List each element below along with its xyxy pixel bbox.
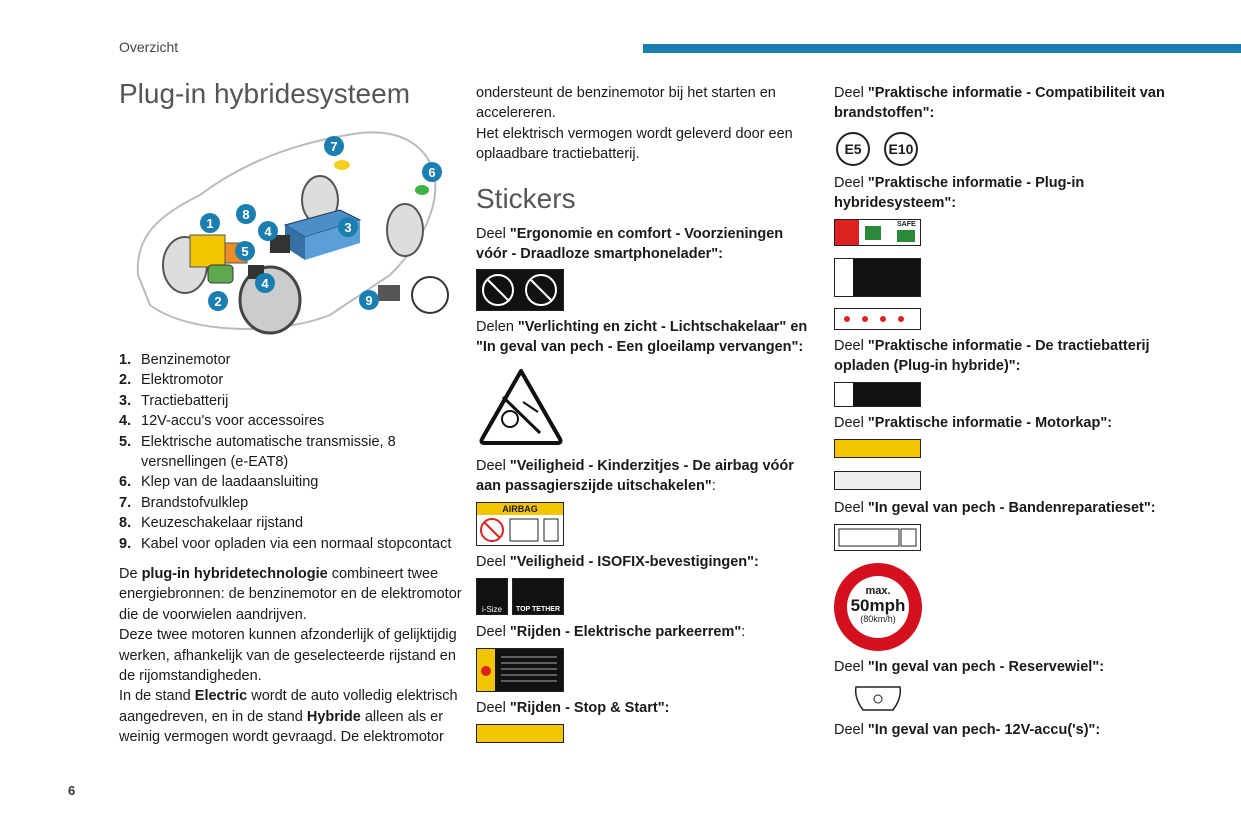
legend-item: 9. Kabel voor opladen via een normaal stopcontact bbox=[119, 535, 452, 552]
speed-value: 50mph bbox=[850, 596, 906, 615]
sticker-label: Deel "In geval van pech- 12V-accu('s)": bbox=[834, 722, 1101, 738]
charging-flap-shape bbox=[415, 185, 429, 195]
sticker-label: Deel "Praktische informatie - Plug-in hybridesysteem": bbox=[834, 175, 1085, 212]
callout-8: 8 bbox=[242, 207, 250, 222]
fuel-e5-badge: E5 bbox=[836, 132, 870, 166]
callout-7: 7 bbox=[330, 139, 338, 154]
stop-start-sticker bbox=[476, 724, 564, 743]
sticker-label: Deel "Praktische informatie - De tractiebatterij opladen (Plug-in hybride)": bbox=[834, 338, 1150, 375]
stickers-title: Stickers bbox=[476, 183, 576, 214]
plugin-hybrid-sticker-3 bbox=[834, 308, 921, 330]
legend-item: 1. Benzinemotor bbox=[119, 352, 231, 368]
continued-text: ondersteunt de benzinemotor bij het starten en accelereren. Het elektrisch vermogen wordt geleverd door een oplaadbare tractiebatterij. bbox=[476, 85, 793, 163]
fuel-e10-badge: E10 bbox=[884, 132, 918, 166]
petrol-engine-shape bbox=[190, 235, 225, 267]
sticker-label: Deel "Veiligheid - Kinderzitjes - De airbag vóór aan passagierszijde uitschakelen": bbox=[476, 458, 794, 495]
callout-6: 6 bbox=[428, 165, 436, 180]
charging-battery-sticker bbox=[834, 382, 921, 407]
tyre-repair-sticker bbox=[834, 524, 921, 551]
spare-wheel-sticker bbox=[853, 683, 903, 713]
front-wheel-far bbox=[387, 204, 423, 256]
paragraph: De plug-in hybridetechnologie combineert twee energiebronnen: de benzinemotor en de elektromotor die de voorwielen aandrijven. bbox=[119, 566, 462, 623]
callout-4b: 4 bbox=[261, 276, 269, 291]
airbag-sticker: AIRBAG bbox=[476, 502, 564, 546]
speed-max-label: max. bbox=[865, 585, 891, 597]
page-number: 6 bbox=[68, 783, 76, 798]
speed-kmh: (80km/h) bbox=[860, 614, 896, 624]
header-accent-bar bbox=[643, 44, 1241, 53]
bonnet-sticker-1 bbox=[834, 439, 921, 458]
sticker-label: Delen "Verlichting en zicht - Lichtschakelaar" en "In geval van pech - Een gloeilamp vervangen": bbox=[476, 319, 808, 356]
plugin-hybrid-sticker-1: SAFE bbox=[834, 219, 921, 246]
fuel-flap-shape bbox=[334, 160, 350, 170]
sticker-label: Deel "Veiligheid - ISOFIX-bevestigingen": bbox=[476, 554, 759, 570]
intro-paragraphs bbox=[119, 564, 464, 748]
bulb-warning-sticker bbox=[478, 367, 564, 445]
plugin-hybrid-sticker-2 bbox=[834, 258, 921, 297]
sticker-label: Deel "Rijden - Elektrische parkeerrem": bbox=[476, 624, 746, 640]
callout-1: 1 bbox=[206, 216, 214, 231]
legend-item: 5. Elektrische automatische transmissie, 8 versnellingen (e-EAT8) bbox=[119, 433, 396, 471]
legend-item: 7. Brandstofvulklep bbox=[119, 494, 249, 511]
bonnet-sticker-2 bbox=[834, 471, 921, 490]
sticker-label: Deel "Rijden - Stop & Start": bbox=[476, 700, 670, 716]
legend-item: 8. Keuzeschakelaar rijstand bbox=[119, 515, 304, 532]
sticker-label: Deel "Praktische informatie - Compatibiliteit van brandstoffen": bbox=[834, 85, 1165, 122]
paragraph: In de stand Electric wordt de auto volledig elektrisch aangedreven, en in de stand Hybride alleen als er weinig vermogen wordt gevraagd. De elektromotor bbox=[119, 688, 458, 746]
callout-3: 3 bbox=[344, 220, 352, 235]
hybrid-system-diagram bbox=[130, 125, 460, 345]
legend-item: 2. Elektromotor bbox=[119, 372, 224, 389]
wireless-charger-sticker bbox=[476, 269, 564, 311]
sticker-label: Deel "In geval van pech - Reservewiel": bbox=[834, 659, 1105, 675]
legend-item: 3. Tractiebatterij bbox=[119, 392, 229, 409]
callout-5: 5 bbox=[241, 244, 249, 259]
sticker-label: Deel "In geval van pech - Bandenreparatieset": bbox=[834, 500, 1156, 516]
isize-sticker: i-Size bbox=[476, 578, 508, 615]
electric-motor-shape bbox=[208, 265, 233, 283]
charging-cable-shape bbox=[412, 277, 448, 313]
callout-2: 2 bbox=[214, 294, 222, 309]
speed-limit-sticker bbox=[834, 563, 922, 651]
section-title: Overzicht bbox=[119, 39, 179, 55]
legend-item: 4. 12V-accu's voor accessoires bbox=[119, 413, 325, 430]
callout-4a: 4 bbox=[264, 224, 272, 239]
callout-9: 9 bbox=[365, 293, 373, 308]
sticker-label: Deel "Ergonomie en comfort - Voorzieningen vóór - Draadloze smartphonelader": bbox=[476, 226, 784, 263]
top-tether-sticker: TOP TETHER bbox=[512, 578, 564, 615]
legend-item: 6. Klep van de laadaansluiting bbox=[119, 474, 319, 491]
paragraph: Deze twee motoren kunnen afzonderlijk of gelijktijdig werken, afhankelijk van de geselecteerde rijstand en de rijomstandigheden. bbox=[119, 627, 457, 685]
sticker-label: Deel "Praktische informatie - Motorkap": bbox=[834, 415, 1113, 431]
page-title: Plug-in hybridesysteem bbox=[119, 78, 411, 109]
component-legend bbox=[119, 350, 464, 554]
parking-brake-sticker bbox=[476, 648, 564, 692]
